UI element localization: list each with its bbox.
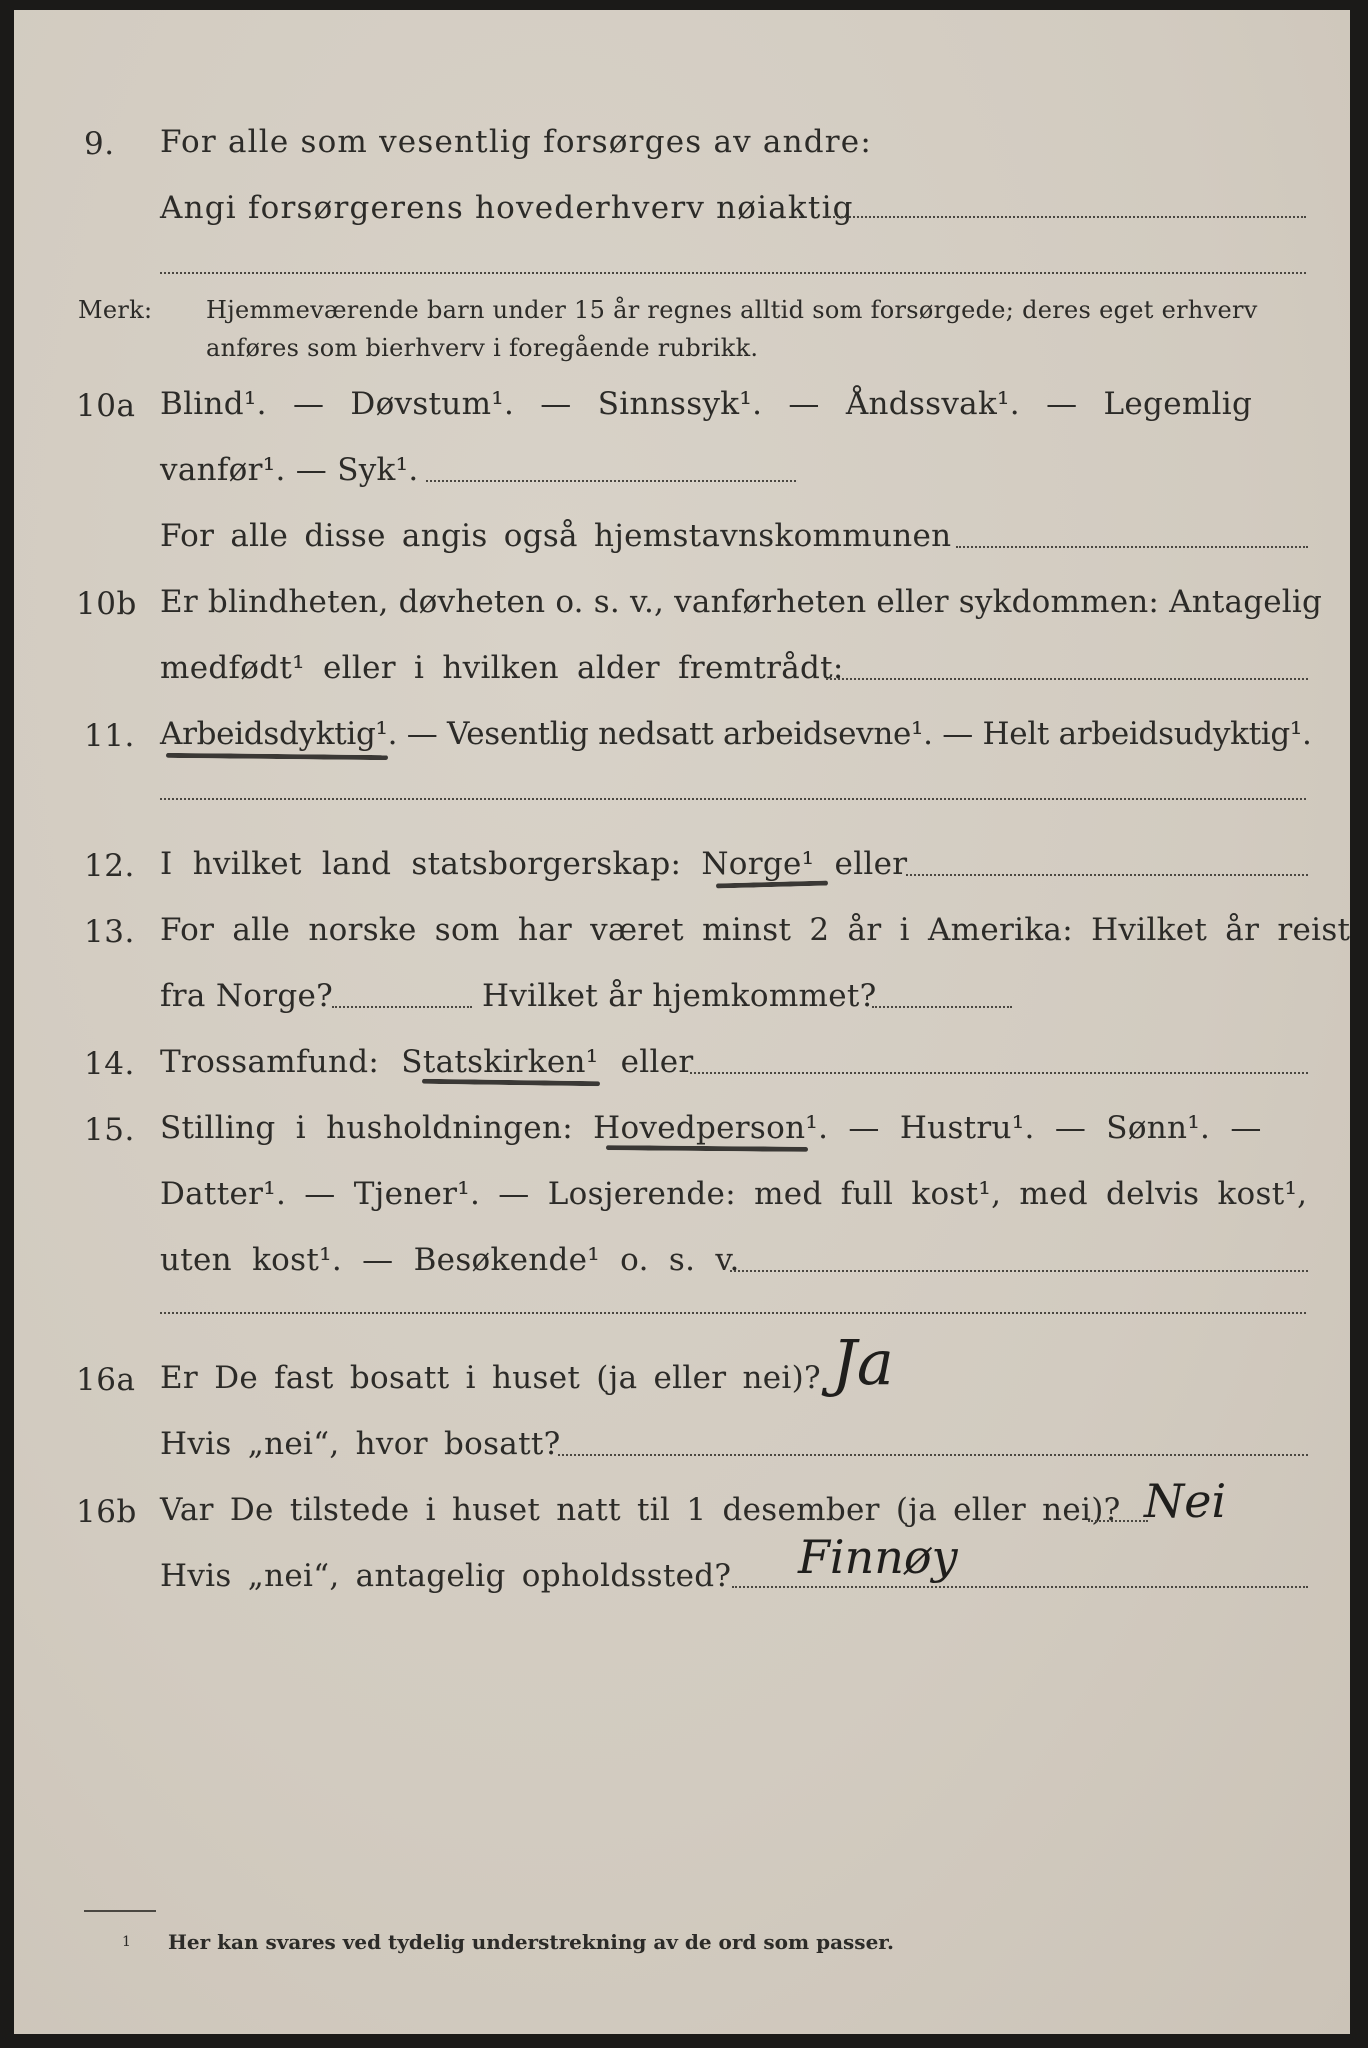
footnote-rule	[84, 1910, 156, 1912]
footnote-marker: 1	[122, 1934, 131, 1950]
answer-line[interactable]	[872, 1006, 1012, 1008]
question-10a	[14, 382, 1350, 432]
question-10b	[14, 580, 1350, 630]
question-16a-line2	[14, 1422, 1350, 1472]
question-text: Er De fast bosatt i huset (ja eller nei)?	[160, 1360, 821, 1396]
answer-line[interactable]	[332, 1006, 472, 1008]
question-9-line2	[14, 186, 1350, 236]
question-15-line3	[14, 1238, 1350, 1288]
answer-line[interactable]	[558, 1454, 1308, 1456]
question-number: 13.	[84, 914, 135, 950]
note-label: Merk:	[78, 296, 153, 324]
answer-line[interactable]	[426, 480, 796, 482]
question-10b-line2	[14, 646, 1350, 696]
question-text: Hvis „nei“, hvor bosatt?	[160, 1426, 561, 1462]
answer-line[interactable]	[826, 216, 1306, 218]
question-text: uten kost¹. — Besøkende¹ o. s. v.	[160, 1242, 740, 1278]
question-16a	[14, 1356, 1350, 1406]
answer-line[interactable]	[732, 1586, 1308, 1588]
question-number: 16a	[76, 1362, 136, 1398]
question-number: 14.	[84, 1046, 135, 1082]
question-number: 12.	[84, 848, 135, 884]
question-text: fra Norge?	[160, 978, 334, 1014]
question-text: Trossamfund: Statskirken¹ eller	[160, 1044, 694, 1080]
question-text: For alle norske som har været minst 2 år i Amerika: Hvilket år reist	[160, 912, 1351, 948]
question-number: 16b	[76, 1494, 137, 1530]
separator-line	[160, 1312, 1306, 1314]
question-15-line2	[14, 1172, 1350, 1222]
census-form-page	[14, 10, 1350, 2034]
question-number: 9.	[84, 126, 115, 162]
question-10a-line2	[14, 448, 1350, 498]
handwritten-answer: Ja	[832, 1326, 894, 1399]
question-text: Er blindheten, døvheten o. s. v., vanførheten eller sykdommen: Antagelig	[160, 584, 1323, 620]
question-text: Var De tilstede i huset natt til 1 desember (ja eller nei)?	[160, 1492, 1121, 1528]
question-number: 11.	[84, 718, 135, 754]
question-16b-line2	[14, 1554, 1350, 1604]
separator-line	[160, 798, 1306, 800]
question-12	[14, 842, 1350, 892]
answer-line[interactable]	[690, 1072, 1308, 1074]
question-text: Blind¹. — Døvstum¹. — Sinnssyk¹. — Åndssvak¹. — Legemlig	[160, 386, 1253, 422]
question-number: 10a	[76, 388, 136, 424]
question-text: For alle som vesentlig forsørges av andre:	[160, 124, 872, 160]
question-text: Hvis „nei“, antagelig opholdssted?	[160, 1558, 732, 1594]
question-text: Stilling i husholdningen: Hovedperson¹. — Hustru¹. — Sønn¹. —	[160, 1110, 1262, 1146]
question-13-line2	[14, 974, 1350, 1024]
question-text: I hvilket land statsborgerskap: Norge¹ eller	[160, 846, 908, 882]
handwritten-answer: Nei	[1144, 1474, 1227, 1528]
question-text: Angi forsørgerens hovederhverv nøiaktig	[160, 190, 854, 226]
handwritten-answer: Finnøy	[798, 1530, 958, 1584]
question-number: 10b	[76, 586, 137, 622]
question-number: 15.	[84, 1112, 135, 1148]
answer-line[interactable]	[730, 1270, 1308, 1272]
note-text: anføres som bierhverv i foregående rubrikk.	[206, 334, 759, 362]
question-text: vanfør¹. — Syk¹.	[160, 452, 419, 488]
question-14	[14, 1040, 1350, 1090]
question-10a-line3	[14, 514, 1350, 564]
note-text: Hjemmeværende barn under 15 år regnes alltid som forsørgede; deres eget erhverv	[206, 296, 1258, 324]
separator-line	[160, 272, 1306, 274]
question-text: Hvilket år hjemkommet?	[482, 978, 877, 1014]
footnote-text: Her kan svares ved tydelig understrekning av de ord som passer.	[168, 1930, 894, 1954]
question-13	[14, 908, 1350, 958]
answer-line[interactable]	[906, 874, 1308, 876]
question-text: medfødt¹ eller i hvilken alder fremtrådt:	[160, 650, 844, 686]
question-text: Datter¹. — Tjener¹. — Losjerende: med full kost¹, med delvis kost¹,	[160, 1176, 1308, 1212]
answer-line[interactable]	[1088, 1520, 1148, 1522]
answer-line[interactable]	[826, 678, 1308, 680]
answer-line[interactable]	[956, 546, 1308, 548]
question-9	[14, 120, 1350, 170]
question-text: For alle disse angis også hjemstavnskommunen	[160, 518, 952, 554]
question-text: Arbeidsdyktig¹. — Vesentlig nedsatt arbeidsevne¹. — Helt arbeidsudyktig¹.	[160, 716, 1312, 752]
